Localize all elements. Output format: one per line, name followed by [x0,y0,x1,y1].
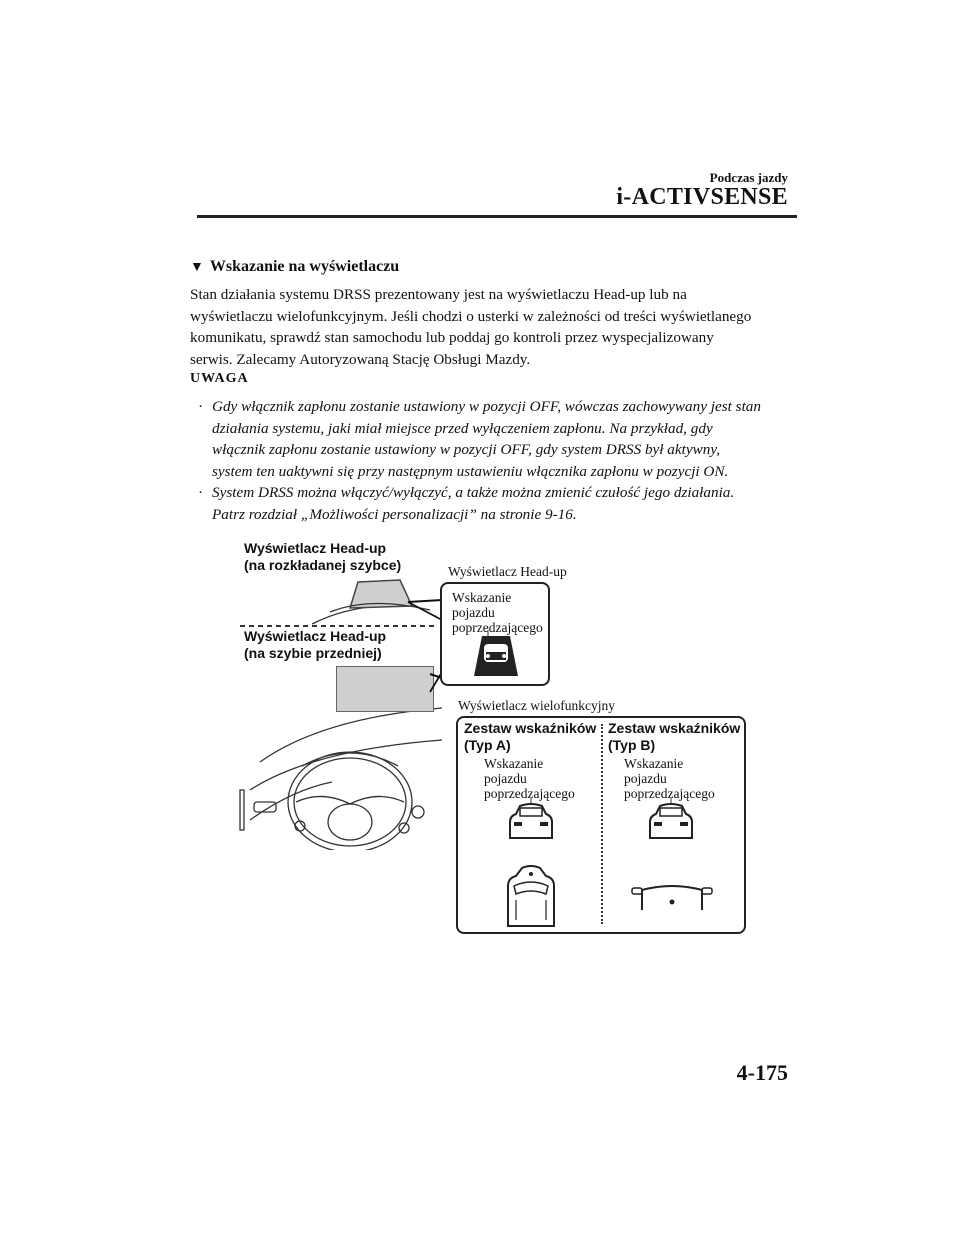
hud-panel [440,582,550,686]
cluster-b-label: Zestaw wskaźników (Typ B) [608,720,741,753]
hud-panel-title: Wyświetlacz Head-up [448,564,567,579]
page-number: 4-175 [736,1060,788,1085]
paragraph-line: serwis. Zalecamy Autoryzowaną Stację Obsługi Mazdy. [190,350,531,368]
section-label: Podczas jazdy [709,170,788,185]
note-label: UWAGA [190,371,249,386]
body-paragraph [190,284,800,370]
note-line: system ten uaktywni się przy następnym ustawieniu włącznika zapłonu w pozycji ON. [212,462,729,480]
hud-combiner-label: Wyświetlacz Head-up (na rozkładanej szybce) [244,540,402,573]
multi-display-title: Wyświetlacz wielofunkcyjny [458,698,616,713]
hud-indication-label: Wskazanie pojazdu poprzedzającego [452,590,543,635]
header-divider [197,215,797,218]
chapter-title: i-ACTIVSENSE [616,184,788,210]
paragraph-line: komunikatu, sprawdź stan samochodu lub poddaj go kontroli przez wyspecjalizowany [190,329,714,346]
note-line: System DRSS można włączyć/wyłączyć, a także można zmienić czułość jego działania. [212,484,735,501]
bullet-icon: · [198,398,204,415]
note-line: włącznik zapłonu zostanie ustawiony w pozycji OFF, gdy system DRSS był aktywny, [212,441,721,458]
section-heading [190,258,399,276]
heading-marker: ▼ [190,260,204,275]
note-line: Gdy włącznik zapłonu zostanie ustawiony w pozycji OFF, wówczas zachowywany jest stan [212,398,761,415]
note-item [198,396,798,482]
cluster-a-lead-vehicle-icon [504,798,558,842]
hud-windshield-label: Wyświetlacz Head-up (na szybie przedniej) [244,628,387,661]
bullet-icon: · [198,484,204,501]
paragraph-line: Stan działania systemu DRSS prezentowany jest na wyświetlaczu Head-up lub na [190,286,687,303]
cluster-b-lead-vehicle-icon [644,798,698,842]
cluster-a-indication-label: Wskazanie pojazdu poprzedzającego [484,756,575,801]
note-line: Patrz rozdział „Możliwości personalizacji” na stronie 9-16. [212,505,577,523]
cluster-b-indication-label: Wskazanie pojazdu poprzedzającego [624,756,715,801]
cluster-b-own-vehicle-icon [628,880,716,914]
panel-divider [601,724,603,924]
heading-text: Wskazanie na wyświetlaczu [209,258,400,275]
cluster-a-own-vehicle-icon [502,864,560,928]
note-line: działania systemu, jaki miał miejsce przed wyłączeniem zapłonu. Na przykład, gdy [212,419,713,437]
hud-vehicle-icon [466,630,526,678]
multi-display-panel [456,716,746,934]
cluster-a-label: Zestaw wskaźników (Typ A) [464,720,597,753]
note-item [198,482,798,525]
paragraph-line: wyświetlaczu wielofunkcyjnym. Jeśli chodzi o usterki w zależności od treści wyświetlanego [190,307,752,325]
